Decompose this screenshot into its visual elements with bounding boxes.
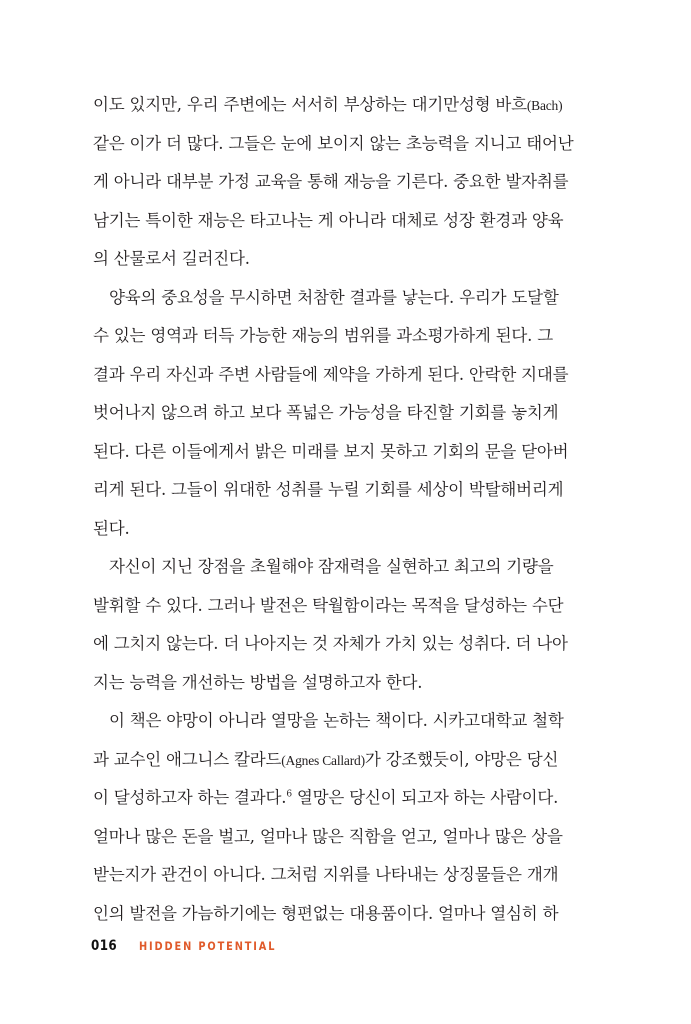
text-line: 이 달성하고자 하는 결과다.$^6$ 열망은 당신이 되고자 하는 사람이다. (93, 788, 559, 807)
footnote-marker: 6 (286, 789, 292, 800)
text-line: 결과 우리 자신과 주변 사람들에 제약을 가하게 된다. 안락한 지대를 (93, 364, 569, 384)
text-line: 받는지가 관건이 아니다. 그처럼 지위를 나타내는 상징물들은 개개 (93, 865, 559, 884)
paragraph (93, 86, 574, 279)
paragraph (93, 548, 568, 702)
text-line: 과 교수인 애그니스 칼라드(Agnes Callard)가 강조했듯이, 야망은 당신 (93, 749, 559, 769)
text-line: 에 그치지 않는다. 더 나아지는 것 자체가 가치 있는 성취다. 더 나아 (93, 634, 568, 653)
latin-annotation: (Bach) (526, 98, 563, 113)
running-title: HIDDEN POTENTIAL (139, 939, 277, 953)
paragraph (93, 702, 564, 933)
text-line: 얼마나 많은 돈을 벌고, 얼마나 많은 직함을 얻고, 얼마나 많은 상을 (93, 826, 563, 846)
paragraph (93, 279, 569, 549)
text-line: 발휘할 수 있다. 그러나 발전은 탁월함이라는 목적을 달성하는 수단 (93, 595, 564, 615)
text-line: 된다. 다른 이들에게서 밝은 미래를 보지 못하고 기회의 문을 닫아버 (93, 441, 569, 461)
body-text (93, 86, 574, 933)
text-line: 지는 능력을 개선하는 방법을 설명하고자 한다. (93, 672, 423, 692)
text-line: 자신이 지닌 장점을 초월해야 잠재력을 실현하고 최고의 기량을 (109, 557, 554, 576)
text-line: 된다. (93, 518, 130, 538)
page-footer (91, 937, 301, 955)
text-line: 수 있는 영역과 터득 가능한 재능의 범위를 과소평가하게 된다. 그 (93, 326, 553, 345)
text-line: 인의 발전을 가늠하기에는 형편없는 대용품이다. 얼마나 열심히 하 (93, 903, 559, 923)
text-line: 벗어나지 않으려 하고 보다 폭넓은 가능성을 타진할 기회를 놓치게 (93, 403, 559, 422)
page-number: 016 (91, 938, 118, 954)
text-line: 의 산물로서 길러진다. (93, 249, 250, 268)
text-line: 양육의 중요성을 무시하면 처참한 결과를 낳는다. 우리가 도달할 (109, 287, 559, 307)
text-line: 같은 이가 더 많다. 그들은 눈에 보이지 않는 초능력을 지니고 태어난 (93, 133, 574, 153)
text-line: 이 책은 야망이 아니라 열망을 논하는 책이다. 시카고대학교 철학 (109, 711, 564, 730)
text-line: 리게 된다. 그들이 위대한 성취를 누릴 기회를 세상이 박탈해버리게 (93, 480, 564, 499)
text-line: 남기는 특이한 재능은 타고나는 게 아니라 대체로 성장 환경과 양육 (93, 210, 564, 230)
latin-annotation: (Agnes Callard) (281, 752, 365, 768)
text-line: 게 아니라 대부분 가정 교육을 통해 재능을 기른다. 중요한 발자취를 (93, 172, 569, 191)
text-line: 이도 있지만, 우리 주변에는 서서히 부상하는 대기만성형 바흐(Bach) (93, 95, 563, 114)
